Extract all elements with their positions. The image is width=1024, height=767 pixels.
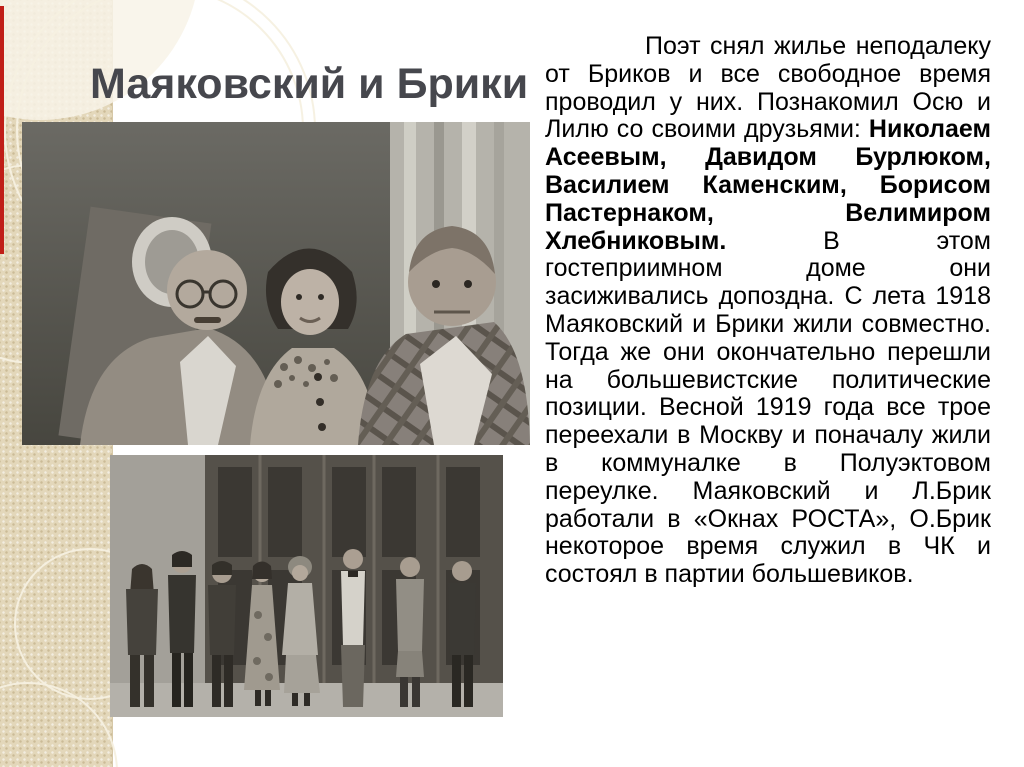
- photo-group-graphic: [110, 455, 503, 717]
- body-text: Поэт снял жилье неподалеку от Бриков и все свободное время проводил у них. Познакомил Осю и Лилю со своими друзьями: Николаем Асеевым, Давидом Бурлюком, Василием Каменским, Борисом Пастернаком, Велимиром Хлебниковым. В этом гостеприимном доме они засиживались допоздна. С лета 1918 Маяковский и Брики жили совместно. Тогда же они окончательно перешли на большевистские политические позиции. Весной 1919 года все трое переехали в Москву и поначалу жили в коммуналке в Полуэктовом переулке. Маяковский и Л.Брик работали в «Окнах РОСТА», О.Брик некоторое время служил в ЧК и состоял в партии большевиков.: [545, 32, 991, 589]
- photo-trio-graphic: [22, 122, 530, 445]
- decor-red-accent-line: [0, 6, 4, 254]
- photo-mayakovsky-briks-trio: [22, 122, 530, 445]
- slide-title: Маяковский и Брики: [90, 60, 529, 108]
- photo-group-at-doors: [110, 455, 503, 717]
